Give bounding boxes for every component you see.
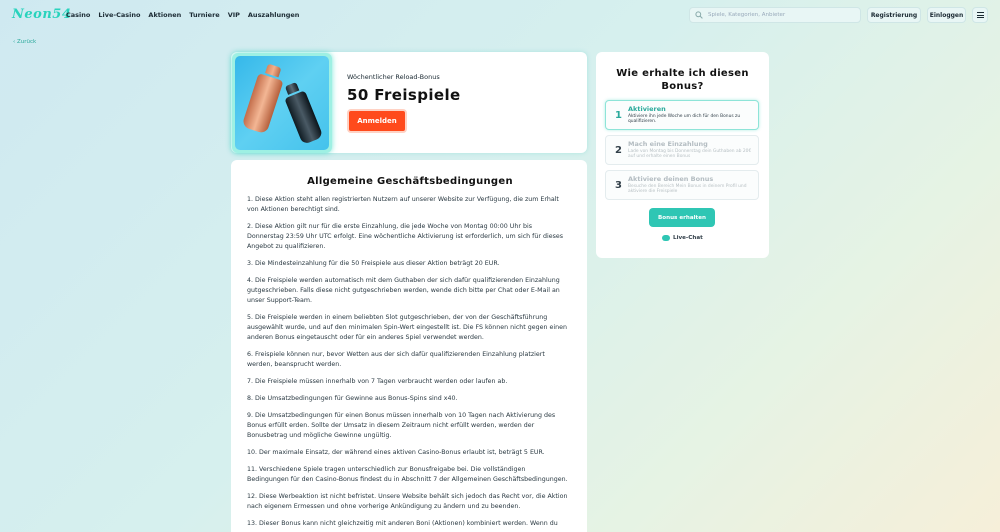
terms-item: 12. Diese Werbeaktion ist nicht befristet. Unsere Website behält sich jedoch das Recht vor, die Aktion nach eigenem Ermessen und ohne vorherige Ankündigung zu ändern und zu beenden. xyxy=(247,493,568,510)
signup-button[interactable]: Anmelden xyxy=(347,109,407,133)
step-number: 2 xyxy=(615,145,622,156)
cocktail-shaker-icon xyxy=(241,62,287,137)
terms-item: 4. Die Freispiele werden automatisch mit dem Guthaben der sich dafür qualifizierenden Einzahlung gutgeschrieben. Falls diese nicht gutgeschrieben werden, wende dich bitte per Chat oder E-Mail an unser Support-Team. xyxy=(247,277,560,304)
nav-turniere[interactable]: Turniere xyxy=(189,11,220,19)
site-logo[interactable]: Neon54 xyxy=(12,7,72,22)
promo-image xyxy=(232,53,332,153)
terms-item: 5. Die Freispiele werden in einem beliebten Slot gutgeschrieben, der von der Geschäftsführung ausgewählt wurde, und auf den minimalen Spin-Wert eingestellt ist. Die FS können nicht gegen einen anderen Bonus eingetauscht oder für ein anderes Spiel verwendet werden. xyxy=(247,314,567,341)
top-bar xyxy=(0,0,1000,30)
step-activate[interactable] xyxy=(605,100,759,130)
terms-item: 9. Die Umsatzbedingungen für einen Bonus müssen innerhalb von 10 Tagen nach Aktivierung des Bonus erfüllt erden. Sollte der Umsatz in diesem Zeitraum nicht erfüllt werden, werden der Bonusbetrag und mögliche Gewinne ungültig. xyxy=(247,412,556,439)
terms-item: 7. Die Freispiele müssen innerhalb von 7 Tagen verbraucht werden oder laufen ab. xyxy=(247,378,508,385)
nav-casino[interactable]: Casino xyxy=(66,11,91,19)
terms-item: 13. Dieser Bonus kann nicht gleichzeitig mit anderen Boni (Aktionen) kombiniert werden. Wenn du xyxy=(247,520,558,527)
search-icon xyxy=(695,11,704,20)
nav-aktionen[interactable]: Aktionen xyxy=(148,11,182,19)
menu-button[interactable] xyxy=(972,7,988,23)
search-box[interactable] xyxy=(689,7,861,23)
how-to-heading: Wie erhalte ich diesen Bonus? xyxy=(616,68,749,92)
get-bonus-button[interactable]: Bonus erhalten xyxy=(649,208,715,227)
live-chat-label: Live-Chat xyxy=(673,235,703,241)
promo-title: 50 Freispiele xyxy=(347,86,461,104)
main-nav xyxy=(66,11,299,19)
step-number: 1 xyxy=(615,110,622,121)
terms-item: 8. Die Umsatzbedingungen für Gewinne aus Bonus-Spins sind x40. xyxy=(247,395,458,402)
step-number: 3 xyxy=(615,180,622,191)
how-to-card xyxy=(596,52,769,258)
register-button[interactable]: Registrierung xyxy=(867,7,921,23)
nav-vip[interactable]: VIP xyxy=(227,11,240,19)
step-title: Mach eine Einzahlung xyxy=(628,140,708,148)
terms-item: 1. Diese Aktion steht allen registrierten Nutzern auf unserer Website zur Verfügung, die zum Erhalt von Aktionen berechtigt sind. xyxy=(247,196,559,213)
hamburger-icon xyxy=(977,12,984,13)
promo-card xyxy=(231,52,587,153)
step-title: Aktivieren xyxy=(628,105,666,113)
nav-auszahlungen[interactable]: Auszahlungen xyxy=(247,11,300,19)
back-link[interactable]: ‹ Zurück xyxy=(13,39,37,45)
step-activate-bonus xyxy=(605,170,759,200)
terms-card xyxy=(231,160,587,532)
step-description: Aktiviere ihn jede Woche um dich für den Bonus zu qualifizieren. xyxy=(628,114,741,124)
login-button[interactable]: Einloggen xyxy=(927,7,966,23)
terms-item: 2. Diese Aktion gilt nur für die erste Einzahlung, die jede Woche von Montag 00:00 Uhr bis Donnerstag 23:59 Uhr UTC erfolgt. Eine wöchentliche Aktivierung ist erforderlich, um sich für dieses Angebot zu qualifizieren. xyxy=(247,223,564,250)
step-title: Aktiviere deinen Bonus xyxy=(628,175,714,183)
live-chat-link[interactable] xyxy=(662,235,703,241)
terms-item: 11. Verschiedene Spiele tragen unterschiedlich zur Bonusfreigabe bei. Die vollständigen Bedingungen für den Casino-Bonus findest du in Abschnitt 7 der Allgemeinen Geschäftsbedingungen. xyxy=(247,466,568,483)
step-deposit xyxy=(605,135,759,165)
step-description: Besuche den Bereich Mein Bonus in deinem Profil und aktiviere die Freispiele xyxy=(628,184,747,194)
terms-item: 3. Die Mindesteinzahlung für die 50 Freispiele aus dieser Aktion beträgt 20 EUR. xyxy=(247,260,500,267)
cocktail-shaker-icon xyxy=(280,80,324,146)
nav-live-casino[interactable]: Live-Casino xyxy=(98,11,141,19)
chat-icon xyxy=(662,235,670,241)
step-description: Lade von Montag bis Donnerstag dein Guthaben ab 20€ auf und erhalte einen Bonus xyxy=(628,149,752,159)
terms-heading: Allgemeine Geschäftsbedingungen xyxy=(307,176,513,187)
search-input[interactable] xyxy=(708,12,858,18)
terms-list xyxy=(247,195,573,529)
terms-item: 10. Der maximale Einsatz, der während eines aktiven Casino-Bonus erlaubt ist, beträgt 5 EUR. xyxy=(247,449,545,456)
promo-subtitle: Wöchentlicher Reload-Bonus xyxy=(347,73,440,81)
terms-item: 6. Freispiele können nur, bevor Wetten aus der sich dafür qualifizierenden Einzahlung platziert werden, beansprucht werden. xyxy=(247,351,545,368)
